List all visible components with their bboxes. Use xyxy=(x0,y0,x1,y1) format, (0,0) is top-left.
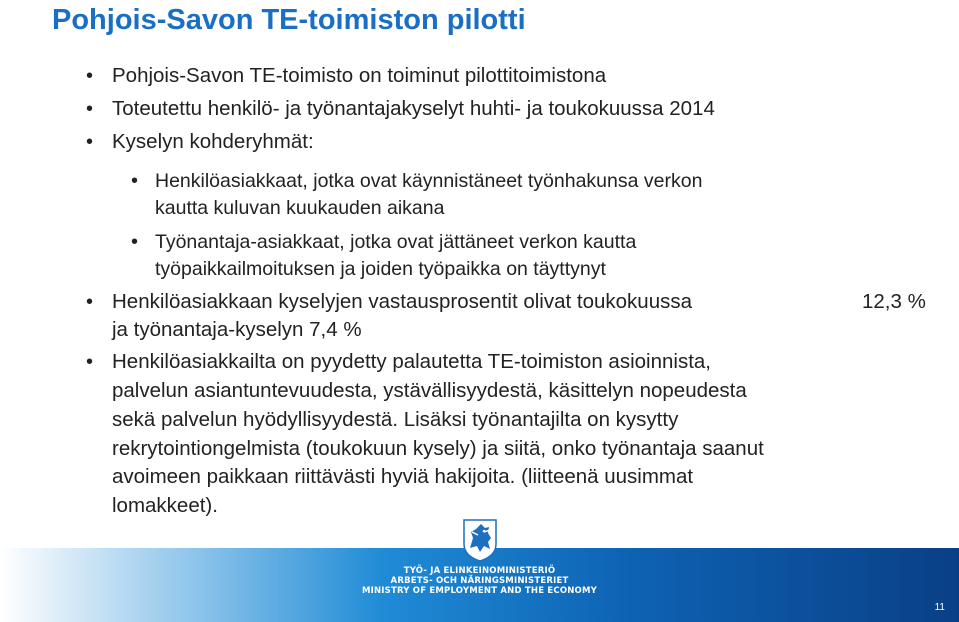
sub-bullet-text: kautta kuluvan kuukauden aikana xyxy=(155,197,445,219)
response-rate-value: 12,3 % xyxy=(862,290,926,313)
bullet-text: ja työnantaja-kyselyn 7,4 % xyxy=(112,318,362,341)
bullet-icon: • xyxy=(86,351,94,373)
bullet-text: Kyselyn kohderyhmät: xyxy=(112,130,314,153)
bullet-text: Pohjois-Savon TE-toimisto on toiminut pilottitoimistona xyxy=(112,64,607,87)
bullet-text: palvelun asiantuntevuudesta, ystävällisyydestä, käsittelyn nopeudesta xyxy=(112,379,747,402)
bullet-text: avoimeen paikkaan riittävästi hyviä hakijoita. (liitteenä uusimmat xyxy=(112,465,694,488)
sub-bullet-text: työpaikkailmoituksen ja joiden työpaikka on täyttynyt xyxy=(155,258,606,280)
ministry-name-fi: TYÖ- JA ELINKEINOMINISTERIÖ xyxy=(403,566,556,576)
bullet-text: sekä palvelun hyödyllisyydestä. Lisäksi työnantajilta on kysytty xyxy=(112,408,679,431)
page-number: 11 xyxy=(934,602,945,613)
sub-bullet-icon: • xyxy=(131,170,139,192)
finnish-lion-crest-icon xyxy=(462,518,498,567)
slide-title: Pohjois-Savon TE-toimiston pilotti xyxy=(52,4,526,36)
bullet-text: Toteutettu henkilö- ja työnantajakyselyt huhti- ja toukokuussa 2014 xyxy=(112,97,715,120)
sub-bullet-icon: • xyxy=(131,231,139,253)
bullet-text: lomakkeet). xyxy=(112,494,218,517)
ministry-name-en: MINISTRY OF EMPLOYMENT AND THE ECONOMY xyxy=(361,586,598,596)
bullet-icon: • xyxy=(86,131,94,153)
sub-bullet-text: Työnantaja-asiakkaat, jotka ovat jättäneet verkon kautta xyxy=(155,231,637,253)
bullet-text: Henkilöasiakkaan kyselyjen vastausprosentit olivat toukokuussa xyxy=(112,290,693,313)
bullet-icon: • xyxy=(86,291,94,313)
bullet-text: Henkilöasiakkailta on pyydetty palautetta TE-toimiston asioinnista, xyxy=(112,350,711,373)
bullet-icon: • xyxy=(86,65,94,87)
sub-bullet-text: Henkilöasiakkaat, jotka ovat käynnistäneet työnhakunsa verkon xyxy=(155,170,703,192)
bullet-icon: • xyxy=(86,98,94,120)
ministry-name-sv: ARBETS- OCH NÄRINGSMINISTERIET xyxy=(390,576,569,586)
bullet-text: rekrytointiongelmista (toukokuun kysely) ja siitä, onko työnantaja saanut xyxy=(112,437,764,460)
